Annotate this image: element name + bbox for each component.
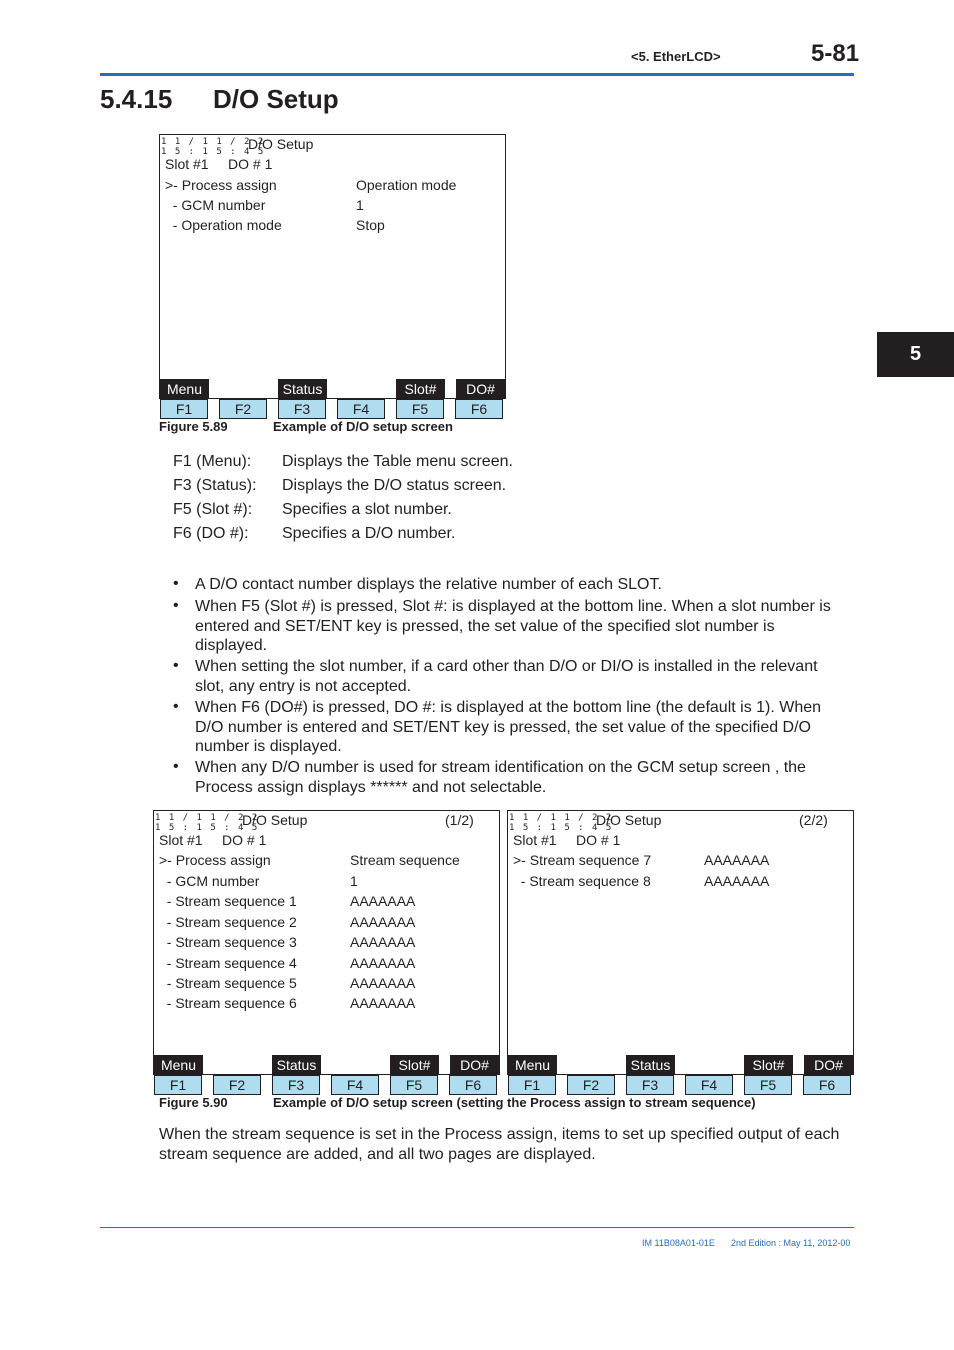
lcd-row-label: - Stream sequence 5 (159, 975, 297, 991)
fn-key-label: F5 (Slot #): (173, 501, 253, 518)
lcd-row-value: AAAAAAA (350, 893, 416, 909)
f3-key[interactable]: F3 (272, 1075, 320, 1095)
lcd-datetime: 1 1 / 1 1 / 2 2 1 5 : 1 5 : 4 5 (509, 813, 613, 833)
lcd-row-value: Stream sequence (350, 852, 460, 868)
softkey-status: Status (626, 1055, 675, 1074)
lcd-do-label: DO # 1 (228, 156, 273, 172)
bullet-text: A D/O contact number displays the relative number of each SLOT. (195, 576, 662, 593)
bullet-mark: • (173, 698, 179, 715)
lcd-row-value: AAAAAAA (350, 975, 416, 991)
f1-key[interactable]: F1 (154, 1075, 202, 1095)
f4-key[interactable]: F4 (337, 399, 385, 419)
bullet-text: When F5 (Slot #) is pressed, Slot #: is displayed at the bottom line. When a slot number is entered and SET/ENT key is pressed, the set value of the specified slot number is displayed. (195, 598, 831, 654)
lcd-row-value: AAAAAAA (350, 995, 416, 1011)
lcd-datetime: 1 1 / 1 1 / 2 2 1 5 : 1 5 : 4 5 (161, 137, 265, 157)
lcd-row-label: - Stream sequence 2 (159, 914, 297, 930)
f5-key[interactable]: F5 (390, 1075, 438, 1095)
fn-key-label: F6 (DO #): (173, 525, 249, 542)
lcd-page-indicator: (2/2) (799, 812, 828, 828)
softkey-menu: Menu (154, 1055, 203, 1074)
lcd-slot-label: Slot #1 (159, 832, 203, 848)
lcd-row-label: - Stream sequence 4 (159, 955, 297, 971)
figure-caption: Example of D/O setup screen (setting the Process assign to stream sequence) (273, 1095, 756, 1110)
f5-key[interactable]: F5 (744, 1075, 792, 1095)
softkey-status: Status (278, 379, 327, 398)
lcd-row-label: - Stream sequence 8 (513, 873, 651, 889)
softkey-slot: Slot# (390, 1055, 439, 1074)
lcd-row-value: AAAAAAA (704, 873, 770, 889)
f2-key[interactable]: F2 (567, 1075, 615, 1095)
lcd-row-label: - Stream sequence 3 (159, 934, 297, 950)
lcd-screen-3 (507, 810, 854, 1075)
lcd-do-label: DO # 1 (222, 832, 267, 848)
lcd-screen-2 (153, 810, 500, 1075)
lcd-row-value: AAAAAAA (704, 852, 770, 868)
softkey-menu: Menu (508, 1055, 557, 1074)
lcd-screen-1 (159, 134, 506, 399)
lcd-row-value: 1 (356, 197, 364, 213)
f6-key[interactable]: F6 (455, 399, 503, 419)
f1-key[interactable]: F1 (508, 1075, 556, 1095)
lcd-row-value: AAAAAAA (350, 914, 416, 930)
edition-label: 2nd Edition : May 11, 2012-00 (731, 1238, 851, 1248)
fn-key-desc: Displays the D/O status screen. (282, 477, 507, 494)
lcd-row-label: - GCM number (165, 197, 266, 213)
fn-key-label: F3 (Status): (173, 477, 257, 494)
bullet-text: When setting the slot number, if a card other than D/O or DI/O is installed in the relevant slot, any entry is not accepted. (195, 658, 818, 695)
softkey-status: Status (272, 1055, 321, 1074)
fn-key-desc: Specifies a slot number. (282, 501, 452, 518)
lcd-slot-label: Slot #1 (165, 156, 209, 172)
page-number: 5-81 (811, 40, 860, 67)
softkey-menu: Menu (160, 379, 209, 398)
fn-key-desc: Displays the Table menu screen. (282, 453, 513, 470)
chapter-label: <5. EtherLCD> (631, 49, 721, 64)
lcd-row-label: - Operation mode (165, 217, 282, 233)
f6-key[interactable]: F6 (803, 1075, 851, 1095)
softkey-slot: Slot# (396, 379, 445, 398)
lcd-title: D/O Setup (596, 812, 662, 828)
bullet-mark: • (173, 758, 179, 775)
f3-key[interactable]: F3 (626, 1075, 674, 1095)
bullet-text: When any D/O number is used for stream identification on the GCM setup screen , the Process assign displays ****** and not selectable. (195, 759, 806, 796)
f2-key[interactable]: F2 (219, 399, 267, 419)
f4-key[interactable]: F4 (685, 1075, 733, 1095)
figure-number: Figure 5.90 (159, 1095, 228, 1110)
fn-key-desc: Specifies a D/O number. (282, 525, 456, 542)
bullet-text: When F6 (DO#) is pressed, DO #: is displayed at the bottom line (the default is 1). When D/O number is entered and SET/ENT key is pressed, the set value of the specified D/O number is displayed. (195, 699, 822, 755)
section-number: 5.4.15 (100, 84, 173, 114)
fn-key-label: F1 (Menu): (173, 453, 252, 470)
softkey-do: DO# (450, 1055, 499, 1074)
lcd-datetime: 1 1 / 1 1 / 2 2 1 5 : 1 5 : 4 5 (155, 813, 259, 833)
softkey-slot: Slot# (744, 1055, 793, 1074)
lcd-row-label: - Stream sequence 1 (159, 893, 297, 909)
lcd-row-label: - Stream sequence 6 (159, 995, 297, 1011)
lcd-row-label: >- Process assign (159, 852, 271, 868)
softkey-do: DO# (804, 1055, 853, 1074)
f4-key[interactable]: F4 (331, 1075, 379, 1095)
lcd-row-label: >- Process assign (165, 177, 277, 193)
lcd-do-label: DO # 1 (576, 832, 621, 848)
lcd-row-value: AAAAAAA (350, 955, 416, 971)
document-id: IM 11B08A01-01E (642, 1238, 715, 1248)
f3-key[interactable]: F3 (278, 399, 326, 419)
f1-key[interactable]: F1 (160, 399, 208, 419)
footer-rule (100, 1227, 854, 1228)
lcd-row-value: 1 (350, 873, 358, 889)
figure-caption: Example of D/O setup screen (273, 419, 453, 434)
f2-key[interactable]: F2 (213, 1075, 261, 1095)
lcd-page-indicator: (1/2) (445, 812, 474, 828)
softkey-do: DO# (456, 379, 505, 398)
bullet-mark: • (173, 657, 179, 674)
header-rule (100, 73, 854, 76)
chapter-tab: 5 (877, 332, 954, 377)
section-title-text: D/O Setup (213, 84, 339, 114)
f5-key[interactable]: F5 (396, 399, 444, 419)
figure-number: Figure 5.89 (159, 419, 228, 434)
f6-key[interactable]: F6 (449, 1075, 497, 1095)
lcd-row-value: AAAAAAA (350, 934, 416, 950)
lcd-row-value: Stop (356, 217, 385, 233)
closing-paragraph: When the stream sequence is set in the Process assign, items to set up specified output of each stream sequence are added, and all two pages are displayed. (159, 1126, 840, 1163)
lcd-row-value: Operation mode (356, 177, 457, 193)
lcd-title: D/O Setup (248, 136, 314, 152)
lcd-row-label: >- Stream sequence 7 (513, 852, 652, 868)
lcd-slot-label: Slot #1 (513, 832, 557, 848)
lcd-title: D/O Setup (242, 812, 308, 828)
bullet-mark: • (173, 597, 179, 614)
lcd-row-label: - GCM number (159, 873, 260, 889)
bullet-mark: • (173, 575, 179, 592)
section-title (100, 84, 339, 115)
